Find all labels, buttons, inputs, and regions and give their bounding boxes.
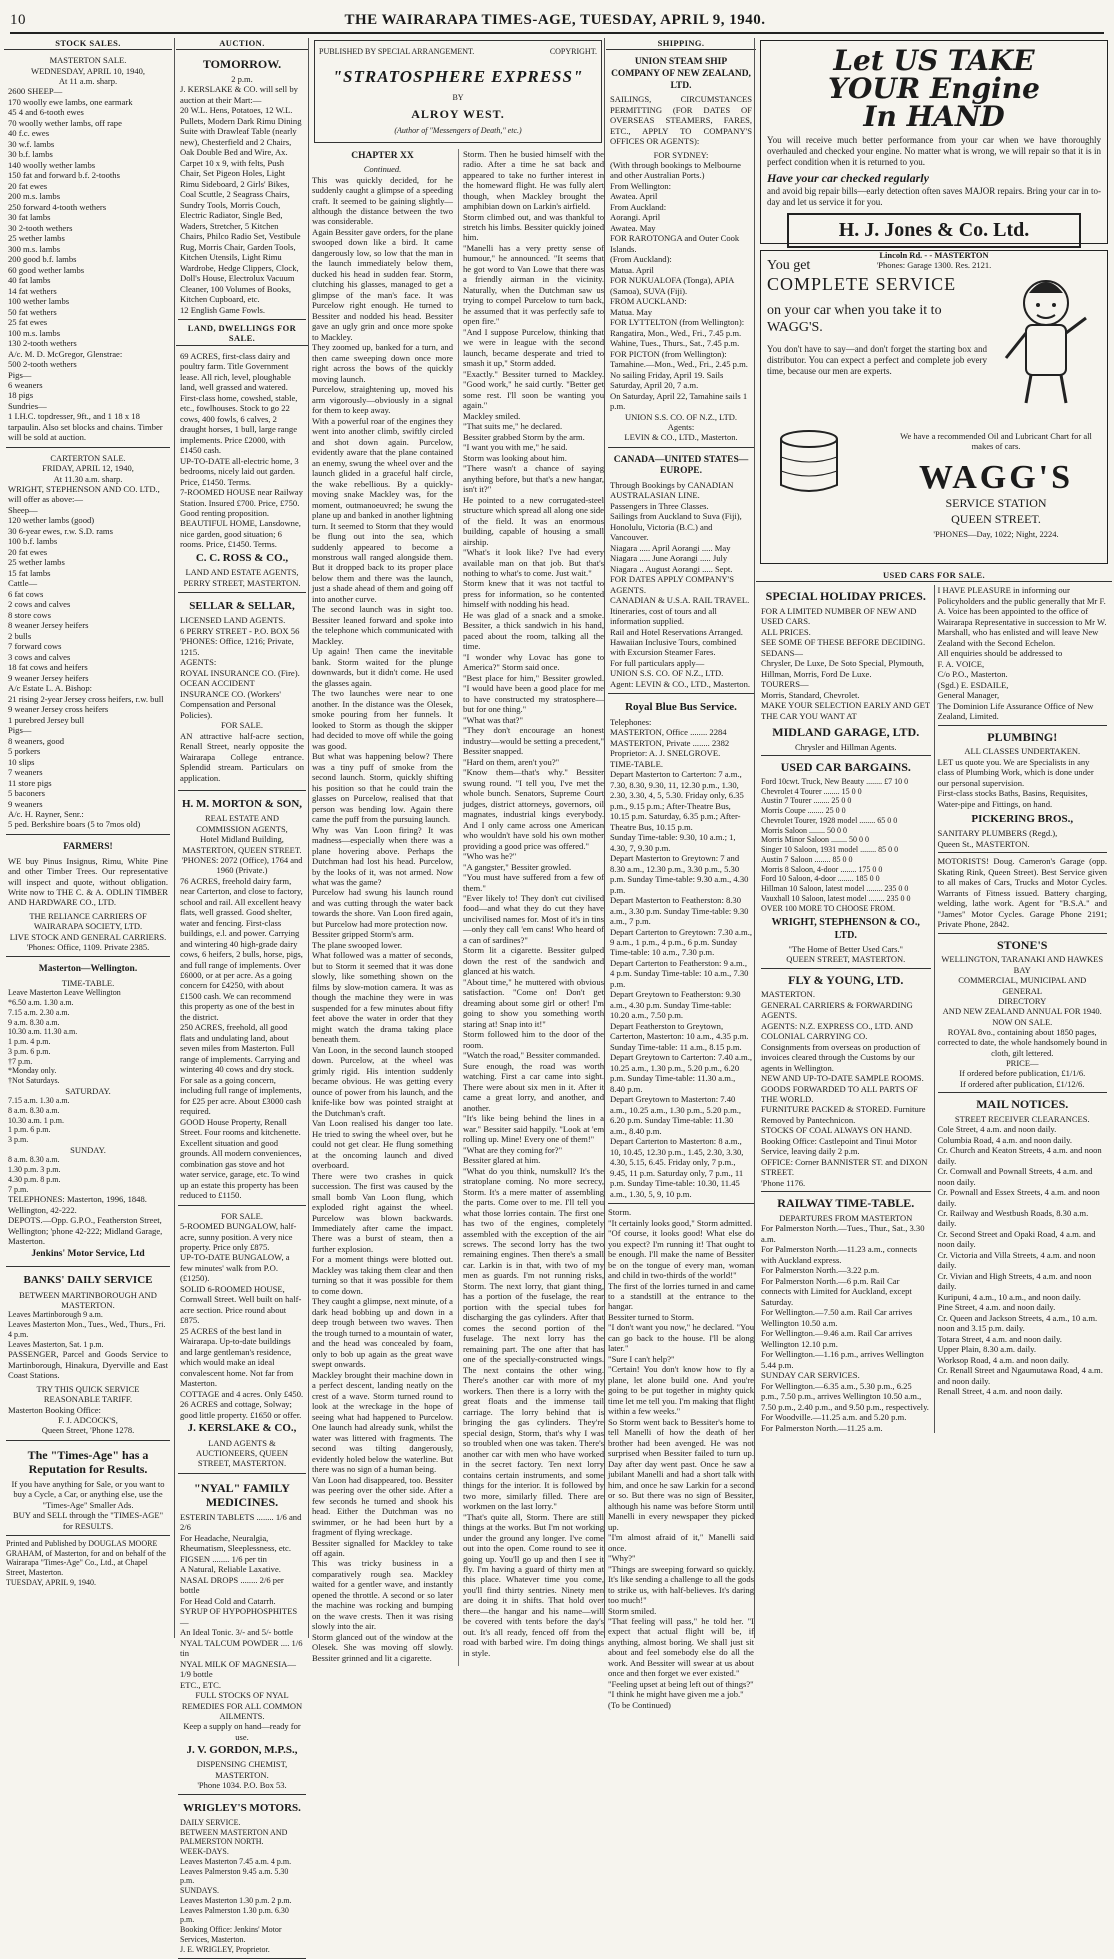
ad-subtitle: LAND AND ESTATE AGENTS, PERRY STREET, MASTERTON.: [183, 567, 301, 588]
author-note: (Author of "Messengers of Death," etc.): [394, 125, 522, 135]
column-shipping: [604, 38, 754, 1710]
section-heading: AUCTION.: [176, 38, 308, 50]
ross-listings: [178, 349, 306, 593]
ad-title: BANKS' DAILY SERVICE: [23, 1274, 153, 1287]
ad-business-name: H. J. Jones & Co. Ltd.: [787, 213, 1081, 247]
ad-note: We have a recommended Oil and Lubricant Chart for all makes of cars.: [900, 431, 1092, 452]
royal-blue-bus-ad: [608, 697, 754, 1204]
ad-title: FARMERS!: [63, 841, 113, 852]
timetable-heading: SUNDAY.: [70, 1144, 106, 1155]
story-columns: [312, 149, 604, 1667]
ad-body: TRY THIS QUICK SERVICE REASONABLE TARIFF.: [36, 1383, 140, 1405]
ad-business-name: WAGG'S: [918, 459, 1074, 496]
ad-body: PASSENGER, Parcel and Goods Service to Martinborough, Hinakura, Dyerville and East Coast Stations.: [8, 1349, 168, 1381]
imprint: Printed and Published by DOUGLAS MOORE GRAHAM, of Masterton, for and on behalf of the Wairarapa "Times-Age" Co., Ltd., at Chapel Street, Masterton. TUESDAY, APRIL 9, 1940.: [6, 1538, 166, 1587]
section-heading: SHIPPING.: [606, 38, 756, 50]
ad-headline: In HAND: [863, 100, 1005, 133]
ad-title: "NYAL" FAMILY MEDICINES.: [194, 1480, 290, 1510]
ad-phone: 'Phones: Garage 1300. Res. 2121.: [876, 260, 992, 271]
nyal-ad: [178, 1477, 306, 1796]
times-age-promo: [6, 1444, 170, 1536]
masthead-title: THE WAIRARAPA TIMES-AGE, TUESDAY, APRIL 9, 1940.: [344, 11, 766, 28]
ad-title: Masterton—Wellington.: [38, 964, 138, 975]
story-continuation: [608, 1207, 754, 1710]
ad-body: You don't have to say—and don't forget the starting box and distributor. You can expect a perfect and complete job every time, because our men are experts.: [767, 344, 987, 377]
farmers-ad: [6, 838, 170, 957]
ad-subtitle: FOR SALE.: [220, 720, 264, 731]
ad-body: Telephones: MASTERTON, Office ........ 2284 MASTERTON, Private ........ 2382 Proprietor: A. J. SNELGROVE. TIME-TABLE. Depart Masterton to Carterton: 7 a.m., 7.30, 8.30, 9.30, 11, 12.30 p.m., 1.30, 2.30, 3.30, 4, 5, 5.30. Friday only, 6.35 p.m., 9.15 p.m.; After-Theatre Bus, 10.15 p.m. Saturday, 6.35 p.m.; After-Theatre Bus, 10.15 p.m. Sunday Time-table: 9.30, 10 a.m.; 1, 4.30, 7, 9.30 p.m. Depart Masterton to Greytown: 7 and 8.30 a.m., 12.30 p.m., 3.30 p.m., 5.30 p.m. Sunday Time-table: 9.30 a.m., 4.30 p.m. Depart Masterton to Featherston: 8.30 a.m., 3.30 p.m. Sunday Time-table: 9.30 a.m., 7 p.m. Depart Carterton to Greytown: 7.30 a.m., 9 a.m., 1 p.m., 4 p.m., 6 p.m. Sunday Time-table: 10 a.m., 7.30 p.m. Depart Carterton to Featherston: 9 a.m., 4 p.m. Sunday Time-table: 10 a.m., 7.30 p.m. Depart Greytown to Featherston: 9.30 a.m., 4.30 p.m. Sunday Time-table: 10.20 a.m., 7.50 p.m. Depart Featherston to Greytown, Carterton, Masterton: 10 a.m., 4.35 p.m. Sunday Time-table: 11 a.m., 8.15 p.m. Depart Greytown to Carterton: 7.40 a.m., 10.25 a.m., 1.30 p.m., 5.20 p.m., 6.20 p.m. Sunday Time-table: 11.30 a.m., 8.40 p.m. Depart Greytown to Masterton: 7.40 a.m., 10.25 a.m., 1.30 p.m., 5.20 p.m., 6.20 p.m. Sunday Time-table: 11.30 a.m., 8.40 p.m. Depart Carterton to Masterton: 8 a.m., 10, 10.45, 12.30 p.m., 1.45, 2.30, 3.30, 4.30, 5.15, 6.45. Friday only, 7 p.m., 9.45, 11 p.m. Saturday only, 7 p.m., 11 p.m. Sunday Time-table: 10.30, 11.45 a.m., 1.30, 5, 9, 10 p.m.: [610, 716, 752, 1199]
ad-title: RAILWAY TIME-TABLE.: [777, 1196, 915, 1211]
chapter-heading: CHAPTER XX: [351, 150, 414, 161]
lower-left-column: [758, 585, 934, 1433]
ad-title: J. V. GORDON, M.P.S.,: [186, 1743, 298, 1756]
ad-body: You will receive much better performance from your car when we have thoroughly overhauled and checked your engine. No matter what is wrong, we will repair so that it is in perfect condition when it is returned to you.: [767, 135, 1101, 167]
timetable-heading: SATURDAY.: [65, 1085, 111, 1096]
ad-body: LIVE STOCK AND GENERAL CARRIERS. 'Phones: Office, 1109. Private 2385.: [9, 931, 167, 953]
ad-title: Royal Blue Bus Service.: [625, 701, 737, 714]
sale-title: MASTERTON SALE.: [49, 55, 127, 66]
carterton-sale: [6, 451, 170, 835]
promo-body: If you have anything for Sale, or you want to buy a Cycle, a Car, or anything else, use the "Times-Age" Smaller Ads. BUY and SELL through the "TIMES-AGE" for RESULTS.: [11, 1479, 165, 1531]
kerslake-auction: [178, 53, 306, 320]
copyright-note: COPYRIGHT.: [549, 47, 597, 56]
ad-subtitle: STREET RECEIVER CLEARANCES.: [954, 1113, 1090, 1124]
ad-body: DISPENSING CHEMIST, MASTERTON. 'Phone 1034. P.O. Box 53.: [196, 1759, 288, 1791]
ad-body: LICENSED LAND AGENTS. 6 PERRY STREET - P.O. BOX 56 'PHONES: Office, 1216; Private, 1215. AGENTS: ROYAL INSURANCE CO. (Fire). OCEAN ACCIDENT INSURANCE CO. (Workers' Compensation and Personal Policies).: [180, 615, 300, 720]
ad-title: J. KERSLAKE & CO.,: [187, 1422, 297, 1435]
ad-body: and avoid big repair bills—early detection often saves MAJOR repairs. Bring your car in to-day and let us service it for you.: [767, 185, 1101, 207]
ad-body: J. KERSLAKE & CO. will sell by auction at their Mart:— 20 W.L. Hens, Potatoes, 12 W.L. Pullets, Modern Dark Rimu Dining Suite with Drawleaf Table (nearly new), Chesterfield and 2 Chairs, Oak Double Bed and Wire, Ax. Carpet 10 x 9, with felts, Push Chair, Set Pigeon Holes, Light Rimu Sideboard, 2 Girls' Bikes, Coal Scuttle, 2 Seagrass Chairs, Sundry Tools, Morris Couch, Electric Radiator, Single Bed, Waders, Stretcher, 5 Kitchen Chairs, Philco Radio Set, Vestibule Rug, Morris Chair, Garden Tools, Kitchen Utensils, Light Rimu Wardrobe, Hedge Clippers, Clock, Doll's House, Electrolux Vacuum Cleaner, 100 Volumes of Books, Kitchen Cupboard, etc. 12 English Game Fowls.: [180, 84, 302, 315]
ad-subtitle: DEPARTURES FROM MASTERTON: [779, 1212, 913, 1223]
ad-subtitle: ALL CLASSES UNDERTAKEN.: [964, 746, 1081, 757]
ad-body: Queen Street, 'Phone 1278.: [41, 1425, 135, 1436]
masterton-sale: [6, 53, 170, 448]
ad-headline: YOUR Engine: [828, 72, 1040, 105]
ad-body: WELLINGTON, TARANAKI AND HAWKES BAY COMMERCIAL, MUNICIPAL AND GENERAL DIRECTORY AND NEW ZEALAND ANNUAL FOR 1940. NOW ON SALE. ROYAL 8vo., containing about 1850 pages, corrected to date, the whole handsomely bound in cloth, gilt lettered. PRICE— If ordered before publication, £1/1/6. If ordered after publication, £1/12/6.: [937, 954, 1107, 1089]
notice-body: Cole Street, 4 a.m. and noon daily. Columbia Road, 4 a.m. and noon daily. Cr. Church and Keaton Streets, 4 a.m. and noon daily. Cr. Cornwall and Pownall Streets, 4 a.m. and noon daily. Cr. Pownall and Essex Streets, 4 a.m. and noon daily. Cr. Railway and Westbush Roads, 8.30 a.m. daily. Cr. Second Street and Opaki Road, 4 a.m. and noon daily. Cr. Victoria and Villa Streets, 4 a.m. and noon daily. Cr. Vivian and High Streets, 4 a.m. and noon daily. Kuripuni, 4 a.m., 10 a.m., and noon daily. Pine Street, 4 a.m. and noon daily. Cr. Queen and Jackson Streets, 4 a.m., 10 a.m. noon and 3.15 p.m. daily. Totara Street, 4 a.m. and noon daily. Upper Plain, 8.30 a.m. daily. Worksop Road, 4 a.m. and noon daily. Cr. Renall Street and Ngaumutawa Road, 4 a.m. and noon daily. Renall Street, 4 a.m. and noon daily.: [937, 1124, 1103, 1397]
ad-title: WRIGLEY'S MOTORS.: [183, 1802, 301, 1815]
ad-title: USED CAR BARGAINS.: [780, 760, 911, 775]
ad-body: LET us quote you. We are Specialists in any class of Plumbing Work, which is done under our personal supervision. First-class stocks Baths, Basins, Requisites, Water-pipe and Fittings, on hand.: [937, 756, 1094, 809]
morton-ad: [178, 794, 306, 1206]
ad-address: QUEEN STREET.: [951, 512, 1041, 526]
ad-subtitle: BETWEEN MARTINBOROUGH AND MASTERTON.: [19, 1289, 157, 1311]
ad-subtitle: FOR SYDNEY:: [653, 149, 709, 160]
ad-subtitle: TIME-TABLE.: [61, 977, 115, 988]
sale-list: WRIGHT, STEPHENSON AND CO. LTD., will offer as above:— Sheep— 120 wether lambs (good) 30 6-year ewes, r.w. S.D. rams 100 b.f. lambs 20 fat ewes 25 wether lambs 15 fat lambs Cattle— 6 fat cows 2 cows and calves 8 store cows 8 weaner Jersey heifers 2 bulls 7 forward cows 3 cows and calves 18 fat cows and heifers 9 weaner Jersey heifers A/c Estate L. A. Bishop: 21 rising 2-year Jersey cross heifers, r.w. bull 9 weaner Jersey cross heifers 1 purebred Jersey bull Pigs— 8 weaners, good 5 porkers 10 slips 7 weaners 11 store pigs 5 baconers 9 weaners A/c. H. Rayner, Senr.: 5 ped. Berkshire boars (5 to 7mos old): [8, 483, 164, 830]
ad-business-name: MIDLAND GARAGE, LTD.: [772, 725, 920, 740]
timetable: For Palmerston North.—Tues., Thur., Sat., 3.30 a.m. For Palmerston North.—11.23 a.m., connects with Auckland express. For Palmerston North.—3.22 p.m. For Palmerston North.—6 p.m. Rail Car connects with Limited for Auckland, except Saturday. For Wellington.—7.50 a.m. Rail Car arrives Wellington 10.50 a.m. For Wellington.—9.46 a.m. Rail Car arrives Wellington 12.10 p.m. For Wellington.—1.16 p.m., arrives Wellington 5.44 p.m. SUNDAY CAR SERVICES. For Wellington.—6.35 a.m., 5.30 p.m., 6.25 p.m., 7.50 p.m., arrives Wellington 10.50 a.m., 7.50 p.m., 2.40 p.m., and 9.50 p.m., respectively. For Woodville.—11.25 a.m. and 5.20 p.m. For Palmerston North.—11.25 a.m.: [761, 1223, 929, 1433]
ad-body: (With through bookings to Melbourne and other Australian Ports.) From Wellington: Awatea. April From Auckland: Aorangi. April Awatea. May FOR RAROTONGA and Outer Cook Islands. (From Auckland): Matua. April FOR NUKUALOFA (Tonga), APIA (Samoa), SUVA (Fiji). FROM AUCKLAND: Matua. May FOR LYTTELTON (from Wellington): Rangatira, Mon., Wed., Fri., 7.45 p.m. Wahine, Tues., Thurs., Sat., 7.45 p.m. FOR PICTON (from Wellington): Tamahine.—Mon., Wed., Fri., 2.45 p.m. No sailing Friday, April 19. Sails Saturday, April 20, 7 a.m. On Saturday, April 22, Tamahine sails 1 p.m.: [610, 159, 748, 412]
continued-label: Continued.: [363, 164, 402, 175]
ad-title: STONE'S: [997, 937, 1048, 952]
oil-drum-icon: [769, 427, 879, 497]
ad-subtitle: Chrysler and Hillman Agents.: [794, 741, 897, 752]
mechanic-mascot-icon: [991, 263, 1101, 413]
ad-body: ESTERIN TABLETS ........ 1/6 and 2/6 For Headache, Neuralgia, Rheumatism, Sleeplessness, etc. FIGSEN ........ 1/6 per tin A Natural, Reliable Laxative. NASAL DROPS ........ 2/6 per bottle For Head Cold and Catarrh. SYRUP OF HYPOPHOSPHITES— An Ideal Tonic. 3/- and 5/- bottle NYAL TALCUM POWDER .... 1/6 tin NYAL MILK OF MAGNESIA—1/9 bottle ETC., ETC.: [180, 1511, 303, 1690]
ad-headline: on your car when you take it to WAGG'S.: [767, 303, 942, 336]
ad-subtitle: "The Home of Better Used Cars." QUEEN STREET, MASTERTON.: [786, 943, 906, 965]
section-heading: USED CARS FOR SALE.: [756, 570, 1112, 582]
story-column-left: [312, 149, 453, 1667]
wrigley-ad: [178, 1798, 306, 1959]
jenkins-motor: Jenkins' Motor Service, Ltd: [31, 1248, 145, 1259]
ad-body: F. J. ADCOCK'S,: [58, 1415, 118, 1426]
notice-body: I HAVE PLEASURE in informing our Policyholders and the public generally that Mr F. A. Voice has been appointed to the office of Wairarapa Representative in succession to Mr W. Marshall, who has enlisted and will leave New Zealand with the Second Echelon. All enquiries should be addressed to F. A. VOICE, C/o P.O., Masterton. (Sgd.) E. ESDAILE, General Manager, The Dominion Life Assurance Office of New Zealand, Limited.: [937, 585, 1107, 722]
timetable: Leave Masterton Leave Wellington *6.50 a.m. 1.30 a.m. 7.15 a.m. 2.30 a.m. 9 a.m. 8.30 a.m. 10.30 a.m. 11.30 a.m. 1 p.m. 4 p.m. 3 p.m. 6 p.m. †7 p.m. *Monday only. †Not Saturdays.: [8, 988, 121, 1086]
ad-phone: 'PHONES—Day, 1022; Night, 2224.: [933, 529, 1059, 539]
timetable: Leaves Martinborough 9 a.m. Leaves Masterton Mon., Tues., Wed., Thurs., Fri. 4 p.m. Leaves Masterton, Sat. 1 p.m.: [8, 1310, 166, 1349]
publication-line: [319, 47, 597, 57]
ad-body: Masterton Booking Office:: [8, 1404, 101, 1415]
column-auction: [174, 38, 306, 1954]
banks-service-ad: [6, 1270, 170, 1441]
ad-subtitle: 2 p.m.: [231, 73, 253, 84]
timetable: DAILY SERVICE. BETWEEN MASTERTON AND PALMERSTON NORTH. WEEK-DAYS. Leaves Masterton 7.45 a.m. 4 p.m. Leaves Palmerston 9.45 a.m. 5.30 p.m. SUNDAYS. Leaves Masterton 1.30 p.m. 2 p.m. Leaves Palmerston 1.30 p.m. 6.30 p.m. Booking Office: Jenkins' Motor Services, Masterton. J. E. WRIGLEY, Proprietor.: [180, 1817, 292, 1954]
story-text: Storm. "It certainly looks good," Storm admitted. "Of course, it looks good! What else do you expect? I'm running it! That ought to be enough. I'll make the name of Bessiter be on the tongue of every man, woman and child in two-thirds of the world!" The first of the lorries turned in and came to a standstill at the entrance to the hangar. Bessiter turned to Storm. "I don't want you now," he declared. "You can go back to the house. I'll be along later." "Sure I can't help?" "Certain! You don't know how to fly a plane, let alone build one. And you're going to be put together in mighty quick time let me tell you. I'm making that flight within a few weeks." So Storm went back to Bessiter's home to tell Manelli of how the death of her brother had been avenged. He was not surprised when Bessiter failed to turn up. Day after day went past. Once he saw a jubilant Manelli and had a short talk with him, and once he saw Larkin for a second or so. But there was no sign of Bessiter, although his name was before Storm until Manelli in every newspaper they picked up. "I'm almost afraid of it," Manelli said once. "Why?" "Things are sweeping forward so quickly. It's like sending a challenge to all the gods to strike us, with half-believes. It's daring too much!" Storm smiled. "That feeling will pass," he told her. "I expect that actual flight will be, if anything, almost boring. We shall just sit about and feel somebody else do all the work. And Bessiter will swear at us about once and then forget we ever existed." "Feeling upset at being left out of things?" "I think he might have given me a job." (To be Continued): [608, 1207, 754, 1710]
ad-subtitle: SERVICE STATION: [945, 496, 1047, 510]
ad-title: SELLAR & SELLAR,: [189, 600, 295, 613]
published-note: PUBLISHED BY SPECIAL ARRANGEMENT.: [319, 47, 475, 56]
story-title: "STRATOSPHERE EXPRESS": [332, 66, 584, 86]
waggs-ad: [760, 250, 1108, 564]
ad-body: FOR A LIMITED NUMBER OF NEW AND USED CARS. ALL PRICES. SEE SOME OF THESE BEFORE DECIDING. SEDANS— Chrysler, De Luxe, De Soto Special, Plymouth, Hillman, Morris, Ford De Luxe. TOURERS— Morris, Standard, Chevrolet. MAKE YOUR SELECTION EARLY AND GET THE CAR YOU WANT AT: [761, 605, 931, 721]
ad-title: PLUMBING!: [987, 729, 1058, 744]
ad-business-name: WRIGHT, STEPHENSON & CO., LTD.: [771, 917, 920, 941]
ad-body: AN attractive half-acre section, Renall Street, nearly opposite the Wairarapa College entrance. Splendid stream. Particulars on application.: [180, 730, 304, 783]
masthead: [10, 8, 1104, 34]
sellar-ad: [178, 596, 306, 791]
ad-title: H. M. MORTON & SON,: [181, 798, 303, 811]
ad-subtitle: LAND AGENTS & AUCTIONEERS, QUEEN STREET, MASTERTON.: [195, 1437, 289, 1469]
column-serial-story: [308, 38, 604, 1663]
sale-date: WEDNESDAY, APRIL 10, 1940, At 11 a.m. sharp.: [31, 65, 145, 87]
ad-body: WE buy Pinus Insignus, Rimu, White Pine and other Timber Trees. Our representative will inspect and quote, without obligation. Write now to THE C. & A. ODLIN TIMBER AND HARDWARE CO., LTD.: [8, 855, 168, 908]
ad-body: MOTORISTS! Doug. Cameron's Garage (opp. Skating Rink, Queen Street). Best Service given to all makes of Cars, Trucks and Motor Cycles. Warrants of Fitness issued. Battery charging, welding, lathe work. Agent for "B.S.A." and "James" Motor Cycles. Garage Phone 2191; Private Phone, 2842.: [937, 856, 1107, 930]
ad-body: FULL STOCKS OF NYAL REMEDIES FOR ALL COMMON AILMENTS.: [181, 1690, 303, 1721]
ad-body: UNION S.S. CO. OF N.Z., LTD. Agents: LEVIN & CO., LTD., Masterton.: [624, 411, 738, 443]
sale-date: FRIDAY, APRIL 12, 1940, At 11.30 a.m. sharp.: [42, 463, 134, 484]
ad-body: Through Bookings by CANADIAN AUSTRALASIAN LINE. Passengers in Three Classes. Sailings from Auckland to Suva (Fiji), Honolulu, Victoria (B.C.) and Vancouver. Niagara ..... April Aorangi ..... May Niagara ..... June Aorangi ..... July Niagara .. August Aorangi ..... Sept. FOR DATES APPLY COMPANY'S AGENTS. CANADIAN & U.S.A. RAIL TRAVEL. Itineraries, cost of tours and all information supplied. Rail and Hotel Reservations Arranged. Hawaiian Inclusive Tours, combined with Excursion Steamer Fares. For full particulars apply— UNION S.S. CO. OF N.Z., LTD. Agent: LEVIN & CO., LTD., Masterton.: [610, 479, 751, 689]
story-author: ALROY WEST.: [411, 107, 505, 122]
promo-title: The "Times-Age" has a Reputation for Results.: [27, 1447, 149, 1477]
ad-body: MASTERTON. GENERAL CARRIERS & FORWARDING AGENTS. AGENTS: N.Z. EXPRESS CO., LTD. AND COLONIAL CARRYING CO. Consignments from overseas on production of invoices cleared through the Customs by our agents in Wellington. NEW AND UP-TO-DATE SAMPLE ROOMS. GOODS FORWARDED TO ALL PARTS OF THE WORLD. FURNITURE PACKED & STORED. Furniture Removed by Pantechnicon. STOCKS OF COAL ALWAYS ON HAND. Booking Office: Castlepoint and Tinui Motor Service, leaving daily 2 p.m. OFFICE: Corner BANNISTER ST. and DIXON STREET. 'Phone 1176.: [761, 989, 928, 1188]
column-stock-sales: [6, 38, 170, 1638]
ad-address: Lincoln Rd. - - MASTERTON: [879, 249, 989, 260]
sale-title: CARTERTON SALE.: [50, 452, 126, 463]
ad-title: FLY & YOUNG, LTD.: [788, 972, 904, 987]
story-title-box: [314, 40, 602, 143]
masterton-wellington-timetable: [6, 960, 170, 1267]
story-by: BY: [452, 93, 464, 103]
union-steam-ship-ad: [608, 53, 754, 447]
column-motor-ads: [754, 38, 1110, 1638]
story-text: This was quickly decided, for he suddenly caught a glimpse of a speeding craft. It seemed to be gaining slightly—although the distance between the two was considerable. Again Bessiter gave orders, for the plane swooped down like a bird. It came dangerously low, so low that the man in the launch immediately below them, ducked his head in sudden fear. Storm, clutching his glasses, managed to get a glimpse of the man's face. It was Purcelow right enough. He turned to Bessiter and nodded his head. Bessiter gave an ugly grin and once more spoke to Mackley. They zoomed up, banked for a turn, and then came sweeping down once more right across the bows of the quickly moving launch. Purcelow, straightening up, moved his arm vigorously—obviously in a signal for them to keep away. With a powerful roar of the engines they went into another climb, swiftly circled and shot down again. Purcelow, evidently aware that the plane contained an enemy, swung the wheel over and the launch glided in a graceful half circle, the wake rebellious. By a quickly-moving snake Mackley was, for the moment, outmanoeuvred; he swung the plane up and banked in another lightning turn. It seemed to Storm that they would be flung out into the sea, which suddenly appeared to become a monstrous wall ranged alongside them. But it dropped back to its proper place below them and there was the launch, just a shade ahead of them and going off into another curve. The second launch was in sight too. Bessiter leaned forward and spoke into the telephone which communicated with Mackley. Up again! Then came the inevitable bank. Storm waited for the plunge downwards, but it didn't come. He used the glasses again. The two launches were near to one another. In the distance was the Olesek, smoke pouring from her funnels. It looked to Storm as though the skipper had decided to move off while the going was good. But what was happening below? There was a tiny puff of smoke from the second launch. Storm, quickly shifting his position so that he could train the glasses on Purcelow, realised that that person was bending low. Again there came the puff from the pursuing launch. Why was Van Loon firing? It was madness—especially when there was a plane hovering above. Perhaps the Dutchman had lost his head. Purcelow, by the looks of it, was not armed. Now what was the game? Purcelow had swung his launch round and was cutting through the water back towards the shore. Van Loon fired again, but Purcelow had more protection now. Bessiter gripped Storm's arm. The plane swooped lower. What followed was a matter of seconds, but to Storm it seemed that it was done slowly, like something shown on the films by slow-motion camera. It was as though the machine they were in was suspended for a few minutes about fifty feet above the water in order that they might watch the drama taking place beneath them. Van Loon, in the second launch stooped down. Purcelow, at the wheel was grimly rigid. His intention suddenly became obvious. He was getting every ounce of power from his launch, and the knife-like bow was pointed straight at the Dutchman's craft. Van Loon realised his danger too late. He tried to swing the wheel over, but he could not get clear. He flung something at the oncoming launch and dived overboard. There were two crashes in quick succession. The first was caused by the small bomb Van Loon flung, which exploded right against the wheel. Purcelow was blown backwards. Immediately after came the impact. There was a burst of steam, then a further explosion. For a moment things were blotted out. Mackley was taking them clear and then turning so that it was possible for them to come down. They caught a glimpse, next minute, of a dark head bobbing up and down in a deep trough between two waves. Then the trough turned to a mountain of water, and the head was concealed by foam, only to bob up again as the great wave swept onwards. Mackley brought their machine down in a perfect descent, landing neatly on the crest of a wave. Storm turned round to look at the wreckage in the hope of seeing what had happened to Purcelow. One launch had already sunk, whilst the water was littered with fragments. The second was tilting dangerously, evidently holed below the waterline. But there was no sign of a human being. Van Loon had disappeared, too. Bessiter was peering over the other side. After a few seconds he turned and shook his head. Either the Dutchman was no swimmer, or he had been hurt by a fragment of flying wreckage. Bessiter signalled for Mackley to take off again. This was tricky business in a comparatively rough sea. Mackley waited for a gentler wave, and instantly opened the throttle. A second or so later the machine was rocking and bumping on the wave crests. Then it was rising slowly into the air. Storm glanced out of the window at the Olesek. She was moving off slowly. Bessiter grinned and lit a cigarette.: [312, 174, 453, 1663]
ad-headline: Let US TAKE: [833, 44, 1035, 77]
ad-body: 69 ACRES, first-class dairy and poultry farm. Title Government lease. All rich, level, ploughable land, well grassed and watered. First-class home, cowshed, stable, etc., fowlhouses. Stock to go 22 cows, 400 fowls, 6 calves, 2 draught horses, 1 bull, large range implements. Price £2000, with £1450 cash. UP-TO-DATE all-electric home, 3 bedrooms, nicely laid out garden. Price, £1450. Terms. 7-ROOMED HOUSE near Railway Station. Insured £700. Price, £750. Good renting proposition. BEAUTIFUL HOME, Lansdowne, nice garden, good situation; 6 rooms. Price, £1450. Terms.: [180, 350, 303, 550]
ad-body: Keep a supply on hand—ready for use.: [183, 1721, 301, 1742]
timetable: 7.15 a.m. 1.30 a.m. 8 a.m. 8.30 a.m. 10.30 a.m. 1 p.m. 1 p.m. 6 p.m. 3 p.m.: [8, 1096, 70, 1145]
ad-title: THE RELIANCE CARRIERS OF WAIRARAPA SOCIETY, LTD.: [29, 910, 147, 932]
ad-subtitle: FOR SALE.: [220, 1210, 264, 1221]
ad-title: MAIL NOTICES.: [976, 1097, 1069, 1112]
ad-headline: COMPLETE SERVICE: [767, 274, 957, 295]
price-list: Ford 10cwt. Truck, New Beauty ........ £7 10 0 Chevrolet 4 Tourer ........ 15 0 0 Austin 7 Tourer ........ 25 0 0 Morris Coupe ........ 25 0 0 Chevrolet Tourer, 1928 model ........ 65 0 0 Morris Saloon ........ 50 0 0 Morris Minor Saloon ........ 50 0 0 Singer 10 Saloon, 1931 model ........ 85 0 0 Austin 7 Saloon ........ 85 0 0 Morris 8 Saloon, 4-door ........ 175 0 0 Ford 10 Saloon, 4-door ........ 185 0 0 Hillman 10 Saloon, latest model ........ 235 0 0 Vauxhall 10 Saloon, latest model ........ 235 0 0 OVER 100 MORE TO CHOOSE FROM.: [761, 776, 911, 913]
ad-body: 5-ROOMED BUNGALOW, half-acre, sunny position. A very nice property. Price only £875. UP-TO-DATE BUNGALOW, a few minutes' walk from P.O. (£1250). SOLID 6-ROOMED HOUSE, Cornwall Street. Well built on half-acre section. Price round about £875. 25 ACRES of the best land in Wairarapa. Up-to-date buildings and large gentleman's residence, which would make an ideal convalescent home. Not far from Masterton. COTTAGE and 4 acres. Only £450. 26 ACRES and cottage, Solway; good little property. £1650 or offer.: [180, 1221, 304, 1420]
ad-title: C. C. ROSS & CO.,: [195, 551, 289, 564]
kerslake-land-ad: [178, 1209, 306, 1474]
section-heading: STOCK SALES.: [4, 38, 172, 50]
ad-body: SANITARY PLUMBERS (Regd.), Queen St., MASTERTON.: [937, 828, 1058, 849]
section-heading: LAND, DWELLINGS FOR SALE.: [176, 323, 308, 346]
ad-headline: You get: [767, 258, 811, 273]
ad-title: SPECIAL HOLIDAY PRICES.: [765, 589, 926, 604]
ad-body: 76 ACRES, freehold dairy farm, near Carterton, and close to factory, school and rail. All excellent heavy flats, well grassed. Good shelter, water and fencing. First-class buildings, e.l. and power. Carrying and wintering 40 high-grade dairy cows, 6 heifers, 2 bulls, horse, pigs, and full range of implements. Over £6000, or at per acre. As a going concern for £4250, with about £1500 cash. We can recommend this property as one of the best in the district. 250 ACRES, freehold, all good flats and undulating land, about seven miles from Masterton. Full range of implements. Carrying and wintering 40 cows and dry stock. For sale as a going concern, including full range of implements, for £25 per acre. About £3000 cash required. GOOD House Property, Renall Street. Four rooms and kitchenette. Excellent situation and good grounds. All modern conveniences, combination gas stove and hot water service, garage, etc. To wind up an estate this property has been reduced to £1150.: [180, 875, 303, 1201]
story-text: Storm. Then he busied himself with the radio. After a time he sat back and appeared to take no further interest in the homeward flight. He was fully alert though, when Mackley brought the amphibian down on Larkin's airfield. Storm climbed out, and was thankful to stretch his limbs. Bessiter quickly joined him. "Manelli has a very pretty sense of humour," he announced. "It seems that he got word to Van Lowe that there was a friendly airman in the vicinity. Naturally, when the Dutchman saw us trying to compel Purcelow to turn back, he assumed that it was perfectly safe to open fire." "And I suppose Purcelow, thinking that we were in league with the second launch, became desperate and tried to smash it up," Storm added. "Exactly." Bessiter turned to Mackley. "Good work," he said curtly. "Better get some rest. I'll soon be wanting you again." Mackley smiled. "That suits me," he declared. Bessiter grabbed Storm by the arm. "I want you with me," he said. Storm was looking about him. "There wasn't a chance of saying anything before, but that's a new hangar, isn't it?" He pointed to a new corrugated-steel structure which spread all along one side of the field. It was an enormous building, capable of housing a small airship. "What's it look like? I've had every available man on that job. But that's nothing to what's to come. Just wait." Storm knew that it was not tactful to press for information, so he contented himself with nodding his head. He was glad of a snack and a smoke. Bessiter, a thick sandwich in his hand, paced about the room, talking all the time. "I wonder why Lovac has gone to America?" Storm said once. "Best place for him," Bessiter growled. "I would have been a good place for me to have constructed my stratosphere—but for one thing." "What was that?" "They don't encourage an honest industry—would be setting a precedent," Bessiter snapped. "Hard on them, aren't you?" "Know them—that's why." Bessiter swung round. "I tell you, I've met the whole bunch. Senators, Supreme Court judges, district attorneys, governors, oil magnates, industrial kings everybody. And I only came across one American who wouldn't have sold his own mother providing a good price was offered." "Who was he?" "A gangster," Bessiter growled. "You must have suffered from a few of them." "Ever likely to! They don't cut civilised food—and what they do cut they have uncivilised names for. Most of it's in tins—only they call 'em cans! Who heard of a can of sardines?" Storm lit a cigarette. Bessiter gulped down the rest of the sandwich and glanced at his watch. "About time," he muttered with obvious satisfaction. "Come on! Don't get dreaming about some girl or other! I'm going to show you something worth staring at! Snap into it!" Storm followed him to the door of the room. "Watch the road," Bessiter commanded. Sure enough, the road was worth watching. First a car came into sight. There were about six men in it. After it came a great lorry, and another, and another. "It's like being behind the lines in a war." Bessiter said happily. "Look at 'em rolling up. Mine! Every one of them!" "What are they coming for?" Bessiter glared at him. "What do you think, numskull? It's the stratoplane coming. No more secrecy, Storm. It's a mere matter of assembling the parts. Come over to me. I'll tell you what those lorries contain. The first one has two of the engines, completely assembled with the exception of the air screws. The second lorry has the two remaining engines. Then there's a small car. Larkin is in that, with two of my men as guards. I'm not running risks, Storm. The next lorry, that giant thing, has a portion of the fuselage, the rear portion with the special tubes for discharging the gas cylinders. After that comes the second portion of the fuselage. The next lorry has the remaining part. The one after that has one of the specially-constructed wings. The next contains the other wing. There's another car with more of my workers. Then there is a lorry with the great floats and the immense tail carriage. The lorry behind that is bringing the gas cylinders. They're special design, Storm, that's why I was so troubled when one was taken. There's another car with men who have worked in the secret factory. Ten next lorry contains certain instruments, and some things for the interior. It is followed by two more, similarly filled. There are workmen on the last lorry." "That's quite all, Storm. There are still things at the works. But I'm not working under the ground any longer. I've come out into the open. Come round to see it going up. You'll go up and then I see it fly. I'm having a guard of thirty men at this place. Whatever time you come, you'll find thirty sentries. Ninety men are doing it in shifts. That hold over there—the hangar and his name—will be covered with tents before the day's out. It's all ready, fenced off from the road with barbed wire. I'm doing things in style.: [463, 148, 604, 1658]
ad-title: TOMORROW.: [202, 57, 282, 72]
telephones: TELEPHONES: Masterton, 1996, 1848. Wellington, 42-222. DEPOTS.—Opp. G.P.O., Featherston Street, Wellington; 'phone 42-222; Midland Garage, Masterton.: [8, 1194, 163, 1247]
ad-title: CANADA—UNITED STATES—EUROPE.: [613, 454, 749, 477]
story-column-right: [458, 149, 604, 1667]
ad-subtitle: REAL ESTATE AND COMMISSION AGENTS, Hotel Midland Building, MASTERTON, QUEEN STREET. 'PHONES: 2072 (Office), 1764 and 1960 (Private.): [181, 813, 303, 876]
ad-business-name: PICKERING BROS.,: [971, 813, 1074, 826]
sale-list: 2600 SHEEP— 170 woolly ewe lambs, one earmark 45 4 and 6-tooth ewes 70 woolly wether lambs, off rape 40 f.c. ewes 30 w.f. lambs 30 b.f. lambs 140 woolly wether lambs 150 fat and forward b.f. 2-tooths 20 fat ewes 200 m.s. lambs 250 forward 4-tooth wethers 30 fat lambs 30 2-tooth wethers 25 wether lambs 300 m.s. lambs 200 good b.f. lambs 60 good wether lambs 40 fat lambs 14 fat wethers 100 wether lambs 50 fat wethers 25 fat ewes 100 m.s. lambs 130 2-tooth wethers A/c. M. D. McGregor, Glenstrae: 500 2-tooth wethers Pigs— 6 weaners 18 pigs Sundries— 1 I.H.C. topdresser, 9ft., and 1 18 x 18 tarpaulin. Also set blocks and chains. Timber will be sold at auction.: [8, 86, 163, 443]
ad-title: UNION STEAM SHIP COMPANY OF NEW ZEALAND, LTD.: [611, 57, 751, 91]
ad-body: SAILINGS, CIRCUMSTANCES PERMITTING (FOR DATES OF OVERSEAS STEAMERS, FARES, ETC., APPLY TO COMPANY'S OFFICES OR AGENTS):: [610, 94, 752, 147]
canada-line-ad: [608, 451, 754, 695]
page-number: 10: [10, 11, 26, 28]
lower-right-column: [934, 585, 1111, 1433]
timetable: 8 a.m. 8.30 a.m. 1.30 p.m. 3 p.m. 4.30 p.m. 8 p.m. 7 p.m.: [8, 1155, 61, 1194]
ad-tagline: Have your car checked regularly: [767, 170, 929, 185]
lower-ads: [758, 585, 1110, 1433]
